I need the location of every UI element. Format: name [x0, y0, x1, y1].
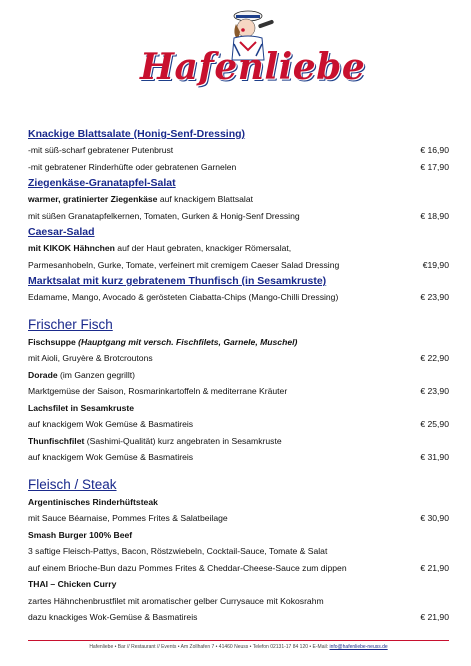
menu-item-description: Marktgemüse der Saison, Rosmarinkartoffeln & mediterrane Kräuter [28, 386, 288, 396]
menu-item [28, 527, 449, 544]
menu-item-name: Smash Burger 100% Beef [28, 529, 133, 540]
menu-item [28, 208, 449, 225]
menu-item-description: zartes Hähnchenbrustfilet mit aromatischer gelber Currysauce mit Kokosrahm [28, 595, 324, 606]
menu-item-description: mit Sauce Béarnaise, Pommes Frites & Salatbeilage [28, 513, 228, 523]
menu-item [28, 240, 449, 257]
menu-item-description: Edamame, Mango, Avocado & gerösteten Ciabatta-Chips (Mango-Chilli Dressing) [28, 292, 339, 302]
menu-item-price: € 21,90 [420, 562, 449, 573]
menu-item-description: mit Aioli, Gruyère & Brotcroutons [28, 353, 153, 363]
menu-item-price: € 21,90 [420, 612, 449, 622]
menu-item-price: € 30,90 [420, 513, 449, 523]
menu-item [28, 449, 449, 466]
menu-item-price: € 17,90 [420, 161, 449, 172]
menu-item [28, 494, 449, 511]
menu-item-price: € 18,90 [420, 210, 449, 221]
menu-heading-caesar: Caesar-Salad [28, 226, 95, 238]
menu-item-description: auf knackigem Wok Gemüse & Basmatireis [28, 452, 194, 462]
menu-item-description: warmer, gratinierter Ziegenkäse auf knackigem Blattsalat [28, 194, 253, 204]
menu-item-price: € 23,90 [420, 292, 449, 302]
brand-wordmark: Hafenliebe [140, 46, 366, 88]
menu-heading-ziegenkaese: Ziegenkäse-Granatapfel-Salat [28, 177, 176, 189]
menu-item-description: -mit süß-scharf gebratener Putenbrust [28, 145, 174, 155]
menu-item-name: THAI – Chicken Curry [28, 579, 117, 589]
menu-heading-blattsalate: Knackige Blattsalate (Honig-Senf-Dressing) [28, 128, 246, 140]
menu-item-description: mit KIKOK Hähnchen auf der Haut gebraten, knackiger Römersalat, [28, 243, 292, 253]
menu-item [28, 142, 449, 159]
menu-item-name: Lachsfilet in Sesamkruste [28, 402, 135, 413]
menu-item [28, 560, 449, 577]
menu-item [28, 609, 449, 626]
menu-item [28, 367, 449, 384]
menu-item [28, 289, 449, 306]
footer-contact-text: Hafenliebe • Bar // Restaurant // Events • Am Zollhafen 7 • 41460 Neuss • Telefon 02131-17 84 120 • E-Mail: [89, 644, 330, 650]
menu-item-description: dazu knackiges Wok-Gemüse & Basmatireis [28, 612, 198, 622]
menu-item-description: Parmesanhobeln, Gurke, Tomate, verfeinert mit cremigem Caeser Salad Dressing [28, 259, 340, 270]
menu-item-price: € 22,90 [420, 353, 449, 363]
menu-item [28, 400, 449, 417]
section-title-fleisch: Fleisch / Steak [28, 476, 117, 492]
menu-item-price: € 31,90 [420, 452, 449, 462]
menu-heading-marktsalat: Marktsalat mit kurz gebratenem Thunfisch (in Sesamkruste) [28, 275, 327, 287]
menu-item [28, 593, 449, 610]
menu-item [28, 510, 449, 527]
menu-item [28, 383, 449, 400]
menu-item [28, 576, 449, 593]
menu-item-description: 3 saftige Fleisch-Pattys, Bacon, Röstzwiebeln, Cocktail-Sauce, Tomate & Salat [28, 546, 328, 556]
menu-item-price: € 23,90 [420, 386, 449, 396]
menu-item-description: Fischsuppe (Hauptgang mit versch. Fischfilets, Garnele, Muschel) [28, 336, 298, 347]
menu-item-description: auf einem Brioche-Bun dazu Pommes Frites & Cheddar-Cheese-Sauce zum dippen [28, 562, 347, 573]
menu-item-price: € 16,90 [420, 145, 449, 155]
menu-item-price: €19,90 [422, 259, 449, 270]
menu-content [28, 126, 449, 626]
menu-item [28, 433, 449, 450]
footer-email-link[interactable]: info@hafenliebe-neuss.de [329, 644, 388, 650]
menu-item [28, 159, 449, 176]
menu-item-description: auf knackigem Wok Gemüse & Basmatireis [28, 419, 194, 429]
menu-item [28, 543, 449, 560]
menu-item-name: Argentinisches Rinderhüftsteak [28, 496, 158, 507]
menu-item [28, 257, 449, 274]
brand-logo [140, 4, 366, 96]
menu-item [28, 191, 449, 208]
menu-item [28, 350, 449, 367]
menu-item [28, 334, 449, 351]
menu-item-description: -mit gebratener Rinderhüfte oder gebratenen Garnelen [28, 161, 237, 172]
menu-item [28, 416, 449, 433]
section-title-fisch: Frischer Fisch [28, 316, 113, 332]
footer-divider [28, 640, 449, 641]
menu-item-description: mit süßen Granatapfelkernen, Tomaten, Gurken & Honig-Senf Dressing [28, 210, 300, 221]
menu-item-description: Dorade (im Ganzen gegrillt) [28, 369, 135, 380]
menu-item-price: € 25,90 [420, 419, 449, 429]
footer [28, 644, 449, 650]
menu-item-description: Thunfischfilet (Sashimi-Qualität) kurz angebraten in Sesamkruste [28, 435, 282, 446]
